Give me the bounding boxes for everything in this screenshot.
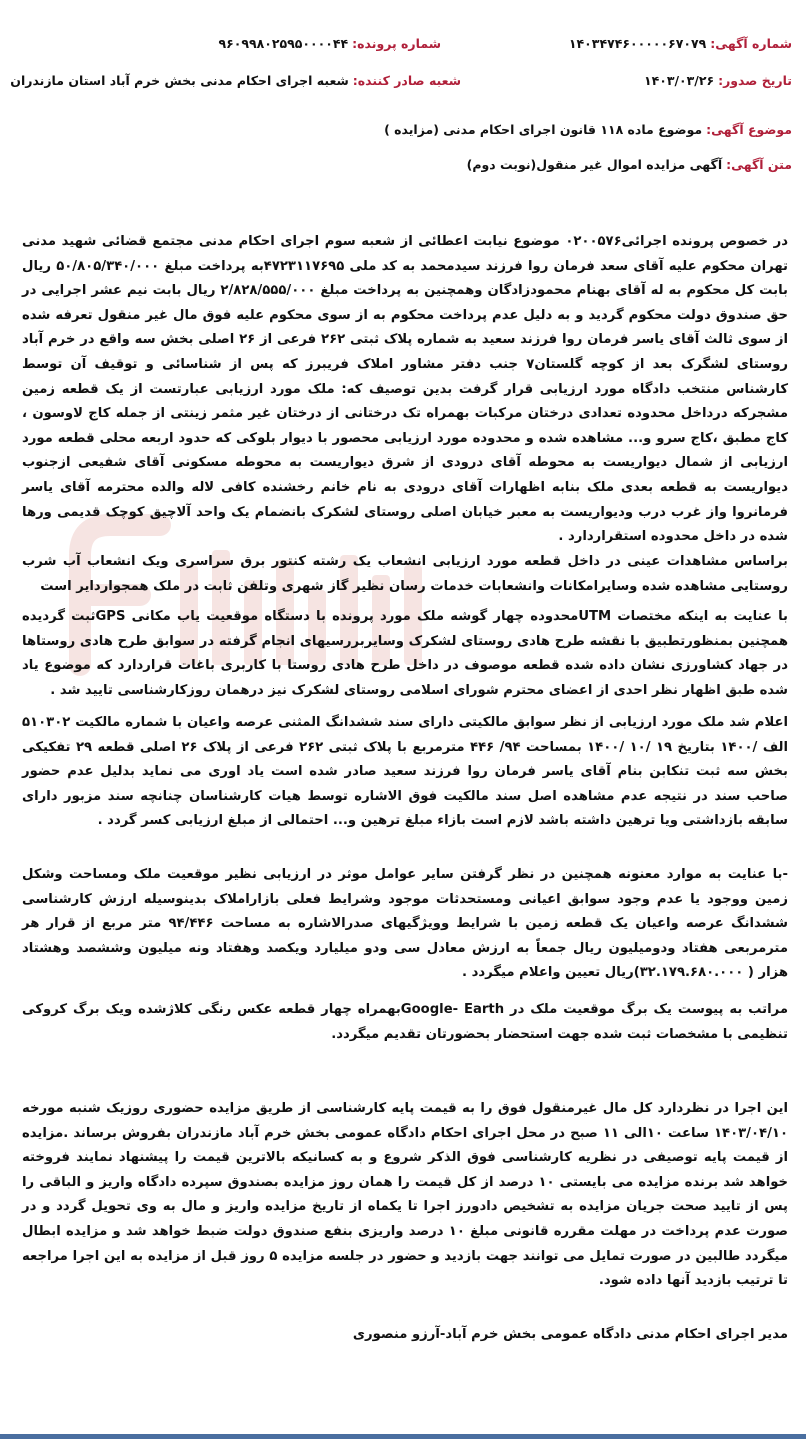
subject-label: موضوع آگهی:: [706, 122, 792, 137]
paragraph-valuation: -با عنایت به موارد معنونه همچنین در نظر گرفتن سایر عوامل موثر در ارزیابی نظیر موقعیت ملک ومساحت وشکل زمین ووجود یا عدم وجود سوابق اعیانی ومستحدثات موجود وشرایط فعلی بازاراملاک بدینوسیله ارزش کارشناسی ششدانگ عرصه واعیان یک قطعه زمین با شرایط وویژگیهای صدرالاشاره به مساحت ۹۴/۴۴۶ متر مربع از قرار هر مترمربعی هفتاد ودومیلیون ریال جمعاً به ارزش معادل سی ودو میلیارد ویکصد وهفتاد ونه میلیون وششصد وهشتاد هزار ( ۳۲.۱۷۹.۶۸۰.۰۰۰)ریال تعیین واعلام میگردد .: [22, 867, 788, 981]
signature-line: مدیر اجرای احکام مدنی دادگاه عمومی بخش خرم آباد-آرزو منصوری: [352, 1327, 788, 1342]
ad-number-label: شماره آگهی:: [710, 36, 792, 51]
case-number-label: شماره پرونده:: [352, 36, 441, 51]
issue-date-row: [644, 73, 792, 93]
paragraph-coordinates: با عنایت به اینکه مختصات UTMمحدوده چهار گوشه ملک مورد پرونده با دستگاه موقعیت یاب مکانی GPSثبت گردیده همچنین بمنظورتطبیق با نقشه طرح هادی روستای لشکرک وسایربررسیهای انجام گرفته در سوابق طرح هادی روستاها در جهاد کشاورزی نشان داده شده قطعه موصوف در داخل طرح هادی روستا با کاربری باغات قراردارد که موضوع یاد شده طبق اظهار نظر احدی از اعضای محترم شورای اسلامی روستای لشکرک نیز درهمان روزکارشناسی تایید شد .: [22, 609, 788, 698]
paragraph-attachments: مراتب به پیوست یک برگ موقعیت ملک در Google- Earthبهمراه چهار قطعه عکس رنگی کلاژشده ویک برگ کروکی تنظیمی با مشخصات ثبت شده جهت استحضار بحضورتان تقدیم میگردد.: [22, 1002, 788, 1042]
case-number-value: ۹۶۰۹۹۸۰۲۵۹۵۰۰۰۰۴۴: [218, 36, 349, 51]
issue-date-value: ۱۴۰۳/۰۳/۲۶: [643, 73, 715, 88]
text-label: متن آگهی:: [726, 157, 792, 172]
issuer-value: شعبه اجرای احکام مدنی بخش خرم آباد استان مازندران: [10, 73, 349, 88]
ad-number-row: [569, 36, 792, 56]
text-title-row: [467, 157, 792, 177]
text-title: آگهی مزایده اموال غیر منقول(نوبت دوم): [466, 157, 723, 172]
case-number-row: [218, 36, 441, 56]
issuer-label: شعبه صادر کننده:: [352, 73, 461, 88]
issuer-row: [10, 73, 461, 93]
issue-date-label: تاریخ صدور:: [718, 73, 792, 88]
bottom-bar: [0, 1434, 806, 1439]
paragraph-case-details: در خصوص پرونده اجرائی۰۲۰۰۵۷۶ موضوع نیابت اعطائی از شعبه سوم اجرای احکام مدنی مجتمع قضائی شهید مدنی تهران محکوم علیه آقای سعد فرمان روا فرزند سیدمحمد به کد ملی ۴۷۲۳۱۱۷۶۹۵به پرداخت مبلغ ۵۰/۸۰۵/۳۴۰/۰۰۰ ریال بابت کل محکوم به له آقای بهنام محمودزادگان وهمچنین به پرداخت مبلغ ۲/۸۲۸/۵۵۵/۰۰۰ ریال بابت نیم عشر اجرایی در حق صندوق دولت محکوم گردید و به دلیل عدم پرداخت محکوم به از سوی محکوم علیه فوق مال غیر منقول تعرفه شده از سوی ثالث آقای یاسر فرمان روا فرزند سعید به شماره پلاک ثبتی ۲۶۲ فرعی از ۲۶ اصلی بخش سه واقع در خرم آباد روستای لشگرک بعد از کوچه گلستان۷ جنب دفتر مشاور املاک فریبرز که پس از شناسائی و توقیف آن توسط کارشناس منتخب دادگاه مورد ارزیابی قرار گرفت بدین توصیف که: ملک مورد ارزیابی عبارتست از یک قطعه زمین مشجرکه درداخل محدوده تعدادی درختان مرکبات بهمراه تک درختانی از درختان غیر مثمر زینتی از جمله کاج لاوسون ، کاج مطبق ،کاج سرو و... مشاهده شده و محدوده مورد ارزیابی محصور با دیوار بلوکی که حدود اربعه محلی قطعه مورد ارزیابی از شمال دیواریست به محوطه آقای درودی از شرق دیواریست به محوطه مسکونی آقای شفیعی ازجنوب دیواریست به قطعه بعدی ملک بنابه اظهارات آقای درودی به نام خانم رخشنده کافی لاله والده محترمه آقای یاسر فرمانروا واز غرب درب ودیواریست به معبر خیابان اصلی روستای لشکرک بانضمام یک واحد آلاچیق کوچک قدیمی ورها شده در داخل محدوده استقراردارد .: [22, 234, 789, 545]
subject-row: [384, 122, 792, 142]
paragraph-observations: براساس مشاهدات عینی در داخل قطعه مورد ارزیابی انشعاب یک رشته کنتور برق سراسری ویک انشعاب آب شرب روستایی مشاهده شده وسایرامکانات وانشعابات خدمات رسان نظیر گاز شهری وتلفن ثابت در ملک همجواردایر است: [22, 554, 788, 594]
ad-number-value: ۱۴۰۳۴۷۴۶۰۰۰۰۰۶۷۰۷۹: [568, 36, 707, 51]
subject-value: موضوع ماده ۱۱۸ قانون اجرای احکام مدنی (مزایده ): [384, 122, 703, 137]
paragraph-ownership: اعلام شد ملک مورد ارزیابی از نظر سوابق مالکیتی دارای سند ششدانگ المثنی عرصه واعیان با شماره مالکیت ۵۱۰۳۰۲ الف /۱۴۰۰ بتاریخ ۱۹ /۱۰ /۱۴۰۰ بمساحت ۹۴/ ۴۴۶ مترمربع با پلاک ثبتی ۲۶۲ فرعی از پلاک ۲۶ اصلی قطعه ۲۹ تفکیکی بخش سه ثبت تنکابن بنام آقای یاسر فرمان روا فرزند سعید صادر شده است یاد اوری می نماید بدلیل عدم حضور صاحب سند در نتیجه عدم مشاهده اصل سند مالکیت فوق الاشاره توسط هیات کارشناسان چنانچه سند مزبور دارای سابقه بازداشتی ویا ترهین داشته باشد لازم است بازاء مبلغ ترهین و... احتمالی از مبلغ ارزیابی کسر گردد .: [22, 715, 788, 829]
paragraph-auction-terms: این اجرا در نظردارد کل مال غیرمنقول فوق را به قیمت پایه کارشناسی از طریق مزایده حضوری روزیک شنبه مورخه ۱۴۰۳/۰۴/۱۰ ساعت ۱۰الی ۱۱ صبح در محل اجرای احکام دادگاه عمومی بخش خرم آباد مازندران بفروش برساند .مزایده از قیمت پایه توصیفی در نظریه کارشناسی فوق الذکر شروع و به کسانیکه بالاترین قیمت را پیشنهاد نمایند فروخته خواهد شد برنده مزایده می بایستی ۱۰ درصد از کل قیمت را همان روز مزایده بصندوق سپرده دادگاه واریز و الباقی را پس از تایید صحت جریان مزایده به تشخیص دادورز اجرا تا یکماه از تاریخ مزایده واریز و مال به وی تحویل گردد و در صورت عدم پرداخت در مهلت مقرره قانونی مبلغ ۱۰ درصد واریزی بنفع صندوق دولت ضبط خواهد شد و مزایده ابطال میگردد طالبین در صورت تمایل می توانند جهت بازدید و حضور در جلسه مزایده ۵ روز قبل از مزایده به این اجرا مراجعه تا ترتیب بازدید آنها داده شود.: [22, 1101, 789, 1289]
